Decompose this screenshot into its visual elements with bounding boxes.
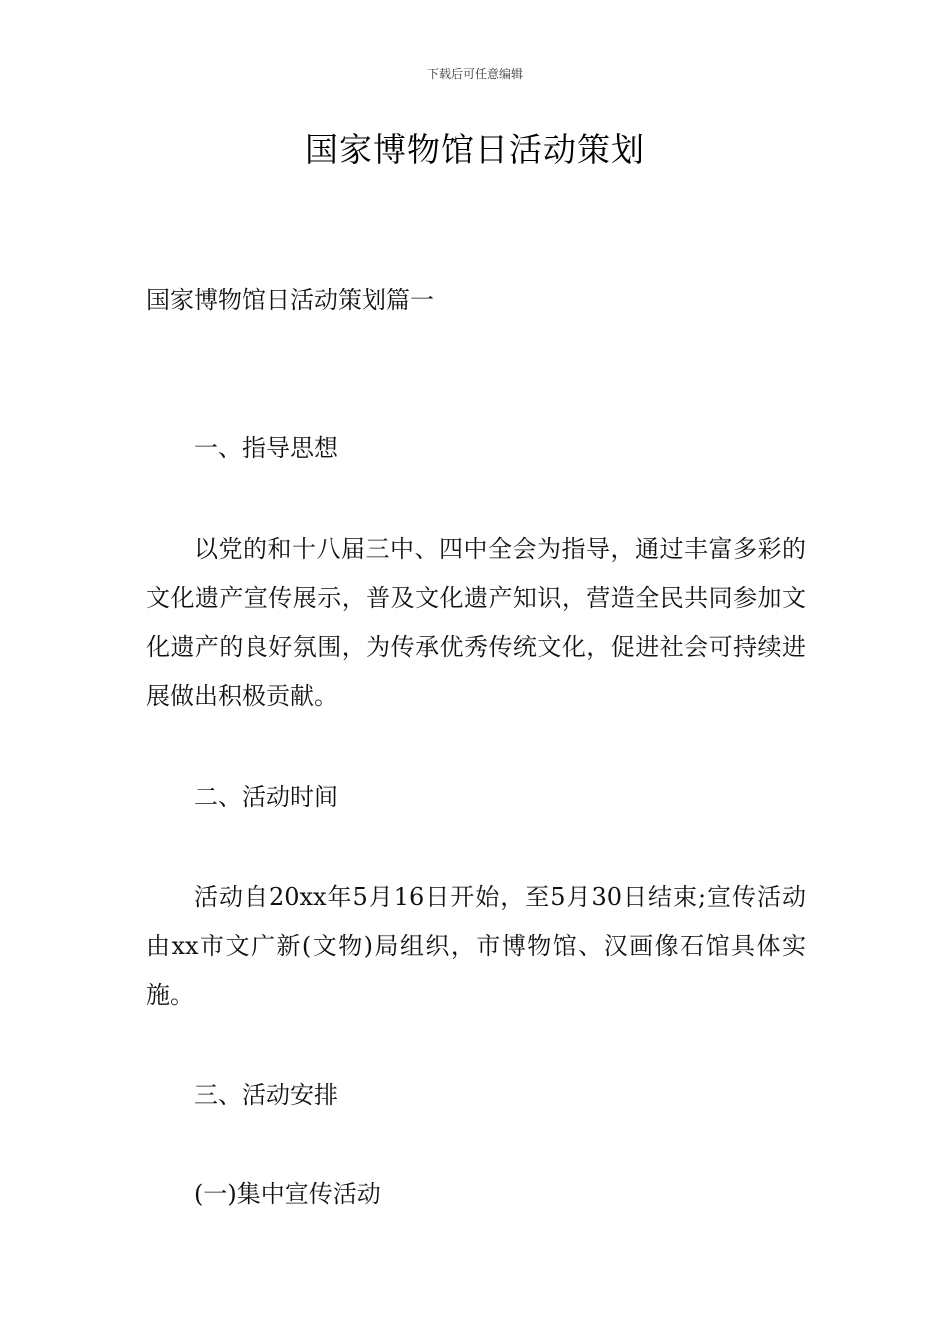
document-subtitle: 国家博物馆日活动策划篇一 bbox=[146, 286, 434, 314]
section-heading-activity-time: 二、活动时间 bbox=[194, 783, 338, 811]
section-body-activity-time: 活动自20xx年5月16日开始，至5月30日结束;宣传活动由xx市文广新(文物)局组织，市博物馆、汉画像石馆具体实施。 bbox=[146, 883, 806, 1009]
subsection-heading-publicity-activities: (一)集中宣传活动 bbox=[194, 1180, 381, 1208]
section-heading-activity-arrangement: 三、活动安排 bbox=[194, 1081, 338, 1109]
section-body-guiding-ideology: 以党的和十八届三中、四中全会为指导，通过丰富多彩的文化遗产宣传展示，普及文化遗产知识，营造全民共同参加文化遗产的良好氛围，为传承优秀传统文化，促进社会可持续进展做出积极贡献。 bbox=[146, 535, 806, 710]
document-title: 国家博物馆日活动策划 bbox=[305, 130, 645, 169]
page-header-note: 下载后可任意编辑 bbox=[426, 67, 523, 81]
section-heading-guiding-ideology: 一、指导思想 bbox=[194, 434, 338, 462]
